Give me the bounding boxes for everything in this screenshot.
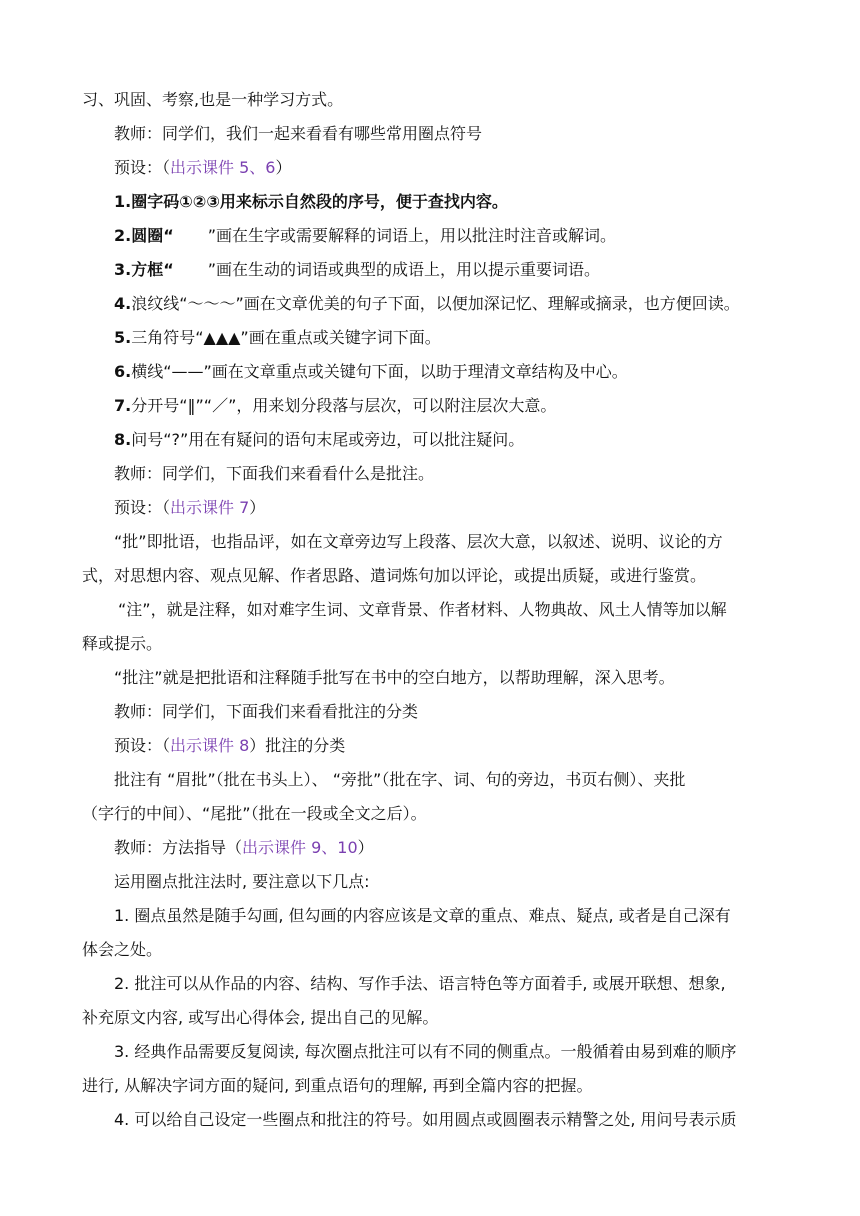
preset-prefix: 预设：（ <box>114 158 171 177</box>
item-number: 6. <box>114 362 132 381</box>
list-item-continuation: 补充原文内容, 或写出心得体会, 提出自己的见解。 <box>82 1008 439 1027</box>
item-number: 3. <box>114 260 132 279</box>
list-item: 3. 经典作品需要反复阅读, 每次圈点批注可以有不同的侧重点。一般循着由易到难的顺序 <box>114 1042 737 1061</box>
paragraph-line: “批注”就是把批语和注释随手批写在书中的空白地方，以帮助理解，深入思考。 <box>114 668 675 687</box>
item-text: 圈字码①②③用来标示自然段的序号，便于查找内容。 <box>131 192 508 211</box>
item-text-start: 方框“ <box>131 260 174 279</box>
item-text: 分开号“‖”“／”，用来划分段落与层次，可以附注层次大意。 <box>131 396 557 415</box>
preset-prefix: 预设：（ <box>114 736 171 755</box>
preset-suffix: ）批注的分类 <box>249 736 346 755</box>
item-text: 三角符号“▲▲▲”画在重点或关键字词下面。 <box>131 328 441 347</box>
paragraph-line: 释或提示。 <box>82 634 163 653</box>
item-text: 浪纹线“～～～”画在文章优美的句子下面，以便加深记忆、理解或摘录，也方便回读。 <box>131 294 740 313</box>
teacher-line: 教师：同学们，我们一起来看看有哪些常用圈点符号 <box>114 124 483 143</box>
item-text: 横线“——”画在文章重点或关键句下面，以助于理清文章结构及中心。 <box>131 362 628 381</box>
item-number: 1. <box>114 192 132 211</box>
preset-line <box>114 495 782 521</box>
list-item-continuation: 进行, 从解决字词方面的疑问, 到重点语句的理解, 再到全篇内容的把握。 <box>82 1076 593 1095</box>
symbol-item <box>114 291 782 317</box>
preset-line <box>114 733 782 759</box>
symbol-item <box>114 257 782 283</box>
teacher-line: 教师：同学们，下面我们来看看批注的分类 <box>114 702 419 721</box>
courseware-ref: 出示课件 7 <box>170 498 250 517</box>
item-number: 5. <box>114 328 132 347</box>
courseware-ref: 出示课件 5、6 <box>170 158 276 177</box>
teacher-prefix: 教师：方法指导（ <box>114 838 243 857</box>
preset-prefix: 预设：（ <box>114 498 171 517</box>
list-item-continuation: 体会之处。 <box>82 940 163 959</box>
item-text-end: ”画在生动的词语或典型的成语上，用以提示重要词语。 <box>207 260 601 279</box>
paragraph-line: “批”即批语，也指品评，如在文章旁边写上段落、层次大意，以叙述、说明、议论的方 <box>114 532 723 551</box>
symbol-item <box>114 325 782 351</box>
symbol-item <box>114 427 782 453</box>
preset-suffix: ） <box>275 158 292 177</box>
item-number: 4. <box>114 294 132 313</box>
list-item: 1. 圈点虽然是随手勾画, 但勾画的内容应该是文章的重点、难点、疑点, 或者是自己深有 <box>114 906 731 925</box>
teacher-line: 教师：同学们，下面我们来看看什么是批注。 <box>114 464 435 483</box>
symbol-item <box>114 189 782 215</box>
teacher-suffix: ） <box>357 838 374 857</box>
item-number: 7. <box>114 396 132 415</box>
item-text-start: 圆圈“ <box>131 226 174 245</box>
paragraph-line: 批注有 “眉批”（批在书头上）、 “旁批”（批在字、词、句的旁边，书页右侧）、夹批 <box>114 770 686 789</box>
courseware-ref: 出示课件 8 <box>170 736 250 755</box>
paragraph-line: 式，对思想内容、观点见解、作者思路、遣词炼句加以评论，或提出质疑，或进行鉴赏。 <box>82 566 707 585</box>
item-number: 2. <box>114 226 132 245</box>
list-item: 2. 批注可以从作品的内容、结构、写作手法、语言特色等方面着手, 或展开联想、想象, <box>114 974 726 993</box>
courseware-ref: 出示课件 9、10 <box>242 838 358 857</box>
paragraph-line: 习、巩固、考察,也是一种学习方式。 <box>82 90 344 109</box>
item-number: 8. <box>114 430 132 449</box>
symbol-item <box>114 359 782 385</box>
preset-line <box>114 155 782 181</box>
paragraph-line: 运用圈点批注法时, 要注意以下几点: <box>114 872 370 891</box>
list-item: 4. 可以给自己设定一些圈点和批注的符号。如用圆点或圆圈表示精警之处, 用问号表示质 <box>114 1110 737 1129</box>
item-text-end: ”画在生字或需要解释的词语上，用以批注时注音或解词。 <box>207 226 617 245</box>
item-text: 问号“?”用在有疑问的语句末尾或旁边，可以批注疑问。 <box>131 430 525 449</box>
symbol-item <box>114 393 782 419</box>
teacher-line <box>114 835 782 861</box>
symbol-item <box>114 223 782 249</box>
preset-suffix: ） <box>249 498 266 517</box>
paragraph-line: “注”，就是注释，如对难字生词、文章背景、作者材料、人物典故、风土人情等加以解 <box>118 600 727 619</box>
paragraph-line: （字行的中间）、“尾批”（批在一段或全文之后）。 <box>82 804 427 823</box>
